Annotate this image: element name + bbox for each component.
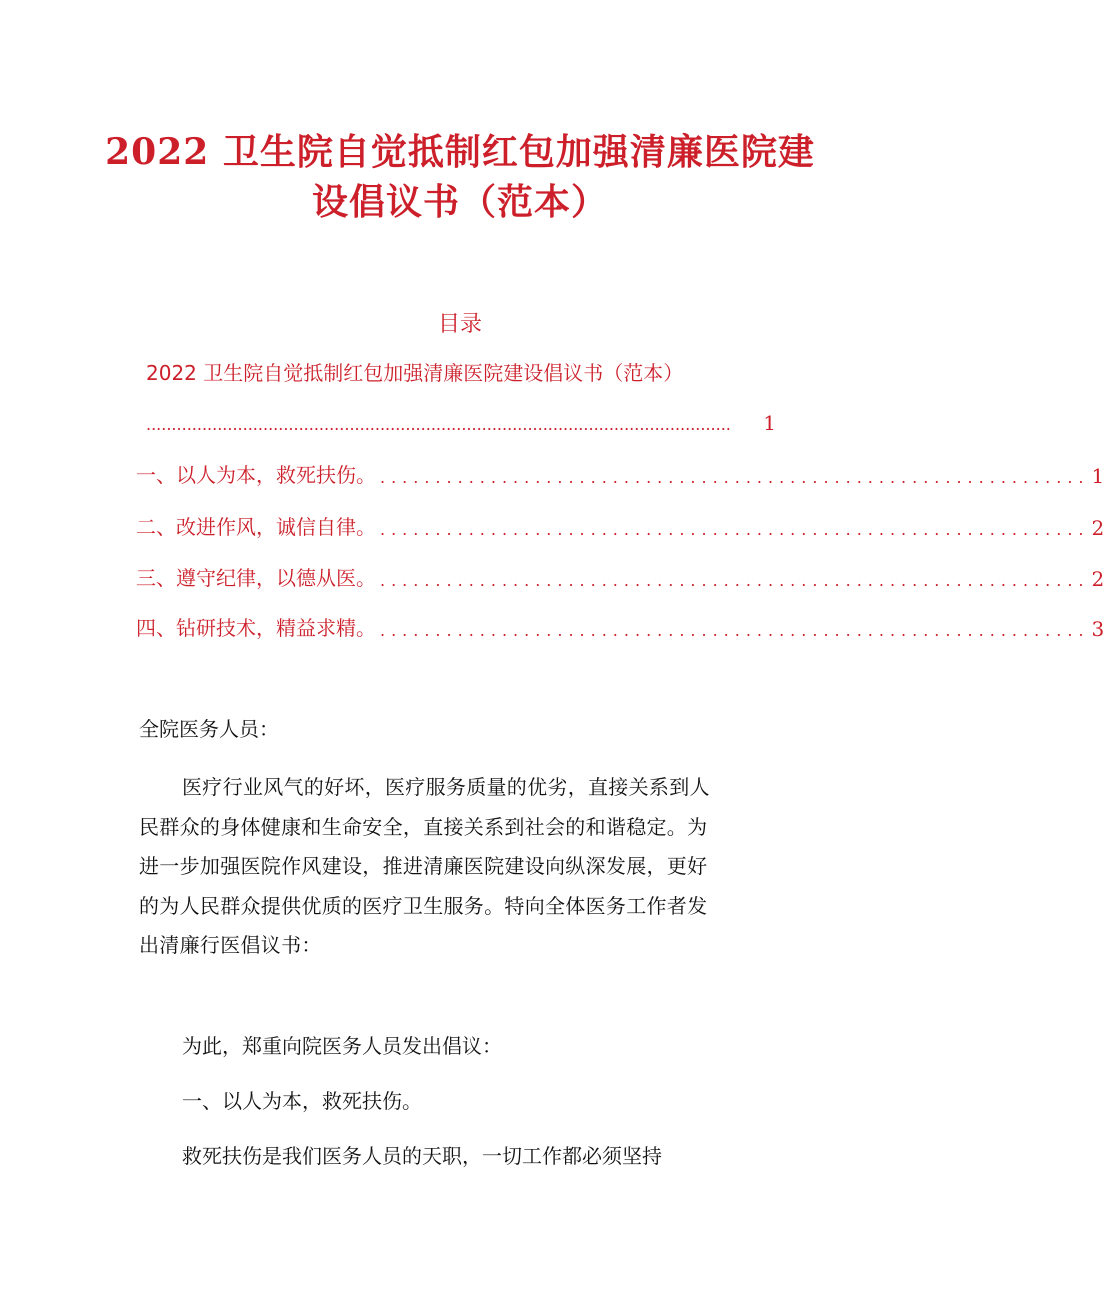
paragraph-line: 出清廉行医倡议书： — [139, 933, 322, 957]
toc-heading: 目录 — [437, 312, 482, 337]
toc-entry-1[interactable] — [136, 456, 1104, 488]
toc-entry-2[interactable] — [136, 508, 1104, 540]
toc-leader-dots: ................................................................ — [380, 520, 1090, 539]
toc-entry-label: 一、以人为本，救死扶伤。 — [136, 463, 376, 487]
paragraph-line: 进一步加强医院作风建设，推进清廉医院建设向纵深发展，更好 — [139, 854, 708, 878]
section-1-heading: 一、以人为本，救死扶伤。 — [182, 1089, 422, 1113]
document-title-line-1: 2022 卫生院自觉抵制红包加强清廉医院建 — [105, 131, 815, 173]
toc-entry-label: 四、钻研技术，精益求精。 — [136, 616, 376, 640]
body-paragraph-1 — [139, 768, 789, 966]
paragraph-line: 民群众的身体健康和生命安全，直接关系到社会的和谐稳定。为 — [139, 814, 708, 839]
toc-page-number: 3 — [1091, 617, 1104, 641]
paragraph-line: 医疗行业风气的好坏，医疗服务质量的优劣，直接关系到人 — [182, 775, 710, 799]
toc-page-number: 1 — [1091, 464, 1104, 488]
toc-entry-3[interactable] — [136, 559, 1104, 591]
toc-page-number: 2 — [1091, 567, 1104, 591]
paragraph-line: 的为人民群众提供优质的医疗卫生服务。特向全体医务工作者发 — [139, 893, 708, 918]
toc-leader-dots: ................................................................................................................... — [146, 415, 731, 434]
toc-leader-dots: ................................................................ — [380, 571, 1090, 590]
toc-leader-dots: ................................................................ — [380, 621, 1090, 640]
document-title-line-2: 设倡议书（范本） — [311, 181, 608, 223]
toc-entry-label: 二、改进作风，诚信自律。 — [136, 515, 376, 539]
toc-entry-title-leader-row[interactable] — [146, 405, 776, 435]
toc-page-number: 1 — [763, 411, 776, 435]
body-paragraph-3: 救死扶伤是我们医务人员的天职，一切工作都必须坚持 — [182, 1144, 662, 1168]
toc-entry-label: 三、遵守纪律，以德从医。 — [136, 566, 376, 590]
toc-entry-title-label[interactable]: 2022 卫生院自觉抵制红包加强清廉医院建设倡议书（范本） — [146, 361, 684, 385]
body-paragraph-2: 为此，郑重向院医务人员发出倡议： — [182, 1034, 502, 1058]
toc-leader-dots: ................................................................ — [380, 468, 1090, 487]
toc-page-number: 2 — [1091, 516, 1104, 540]
toc-entry-4[interactable] — [136, 609, 1104, 641]
salutation: 全院医务人员： — [139, 717, 279, 741]
